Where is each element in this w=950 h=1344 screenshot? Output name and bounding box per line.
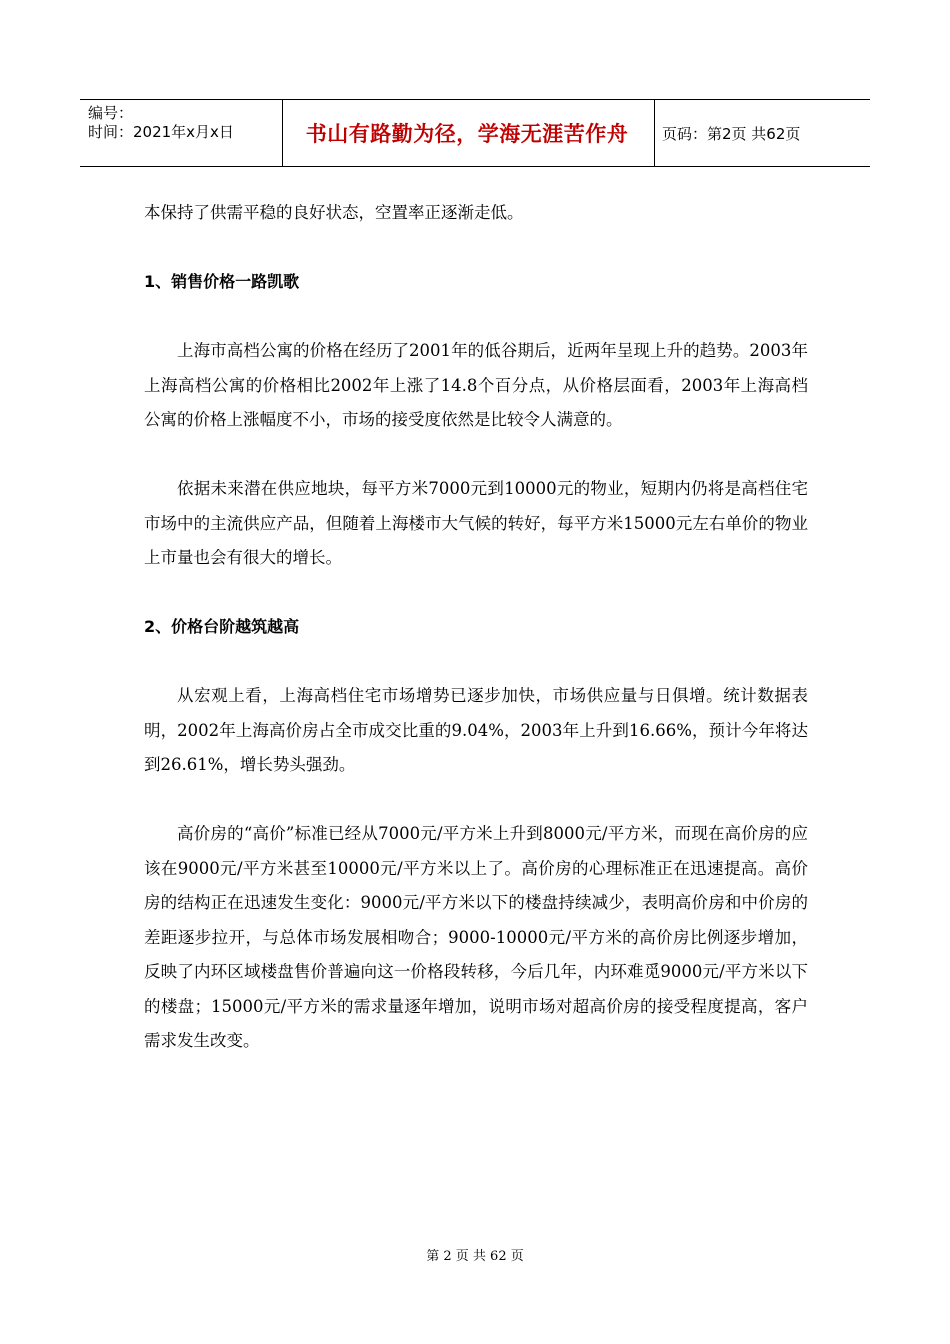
- page-header: [80, 99, 870, 167]
- document-body: [144, 196, 808, 1059]
- section-heading-1: 1、销售价格一路凯歌: [144, 272, 300, 291]
- paragraph: 高价房的“高价”标准已经从7000元/平方米上升到8000元/平方米，而现在高价房的应该在9000元/平方米甚至10000元/平方米以上了。高价房的心理标准正在迅速提高。高价房的结构正在迅速发生变化：9000元/平方米以下的楼盘持续减少，表明高价房和中价房的差距逐步拉开，与总体市场发展相吻合；9000-10000元/平方米的高价房比例逐步增加，反映了内环区域楼盘售价普遍向这一价格段转移，今后几年，内环难觅9000元/平方米以下的楼盘；15000元/平方米的需求量逐年增加，说明市场对超高价房的接受程度提高，客户需求发生改变。: [144, 824, 808, 1050]
- paragraph: 依据未来潜在供应地块，每平方米7000元到10000元的物业，短期内仍将是高档住宅市场中的主流供应产品，但随着上海楼市大气候的转好，每平方米15000元左右单价的物业上市量也会有很大的增长。: [144, 479, 808, 567]
- header-page-info: 页码：第2页 共62页: [662, 124, 801, 143]
- paragraph: 从宏观上看，上海高档住宅市场增势已逐步加快，市场供应量与日俱增。统计数据表明，2002年上海高价房占全市成交比重的9.04%，2003年上升到16.66%，预计今年将达到26.61%，增长势头强劲。: [144, 686, 808, 774]
- paragraph-continuation: 本保持了供需平稳的良好状态，空置率正逐渐走低。: [144, 203, 524, 222]
- header-divider-right: [654, 99, 655, 167]
- page-footer: 第 2 页 共 62 页: [426, 1249, 524, 1264]
- document-date-label: 时间：2021年x月x日: [88, 123, 234, 141]
- header-meta: [88, 104, 234, 142]
- section-heading-2: 2、价格台阶越筑越高: [144, 617, 300, 636]
- header-motto: 书山有路勤为径，学海无涯苦作舟: [305, 121, 629, 146]
- paragraph: 上海市高档公寓的价格在经历了2001年的低谷期后，近两年呈现上升的趋势。2003年上海高档公寓的价格相比2002年上涨了14.8个百分点，从价格层面看，2003年上海高档公寓的价格上涨幅度不小，市场的接受度依然是比较令人满意的。: [144, 341, 808, 429]
- document-number-label: 编号：: [88, 104, 134, 122]
